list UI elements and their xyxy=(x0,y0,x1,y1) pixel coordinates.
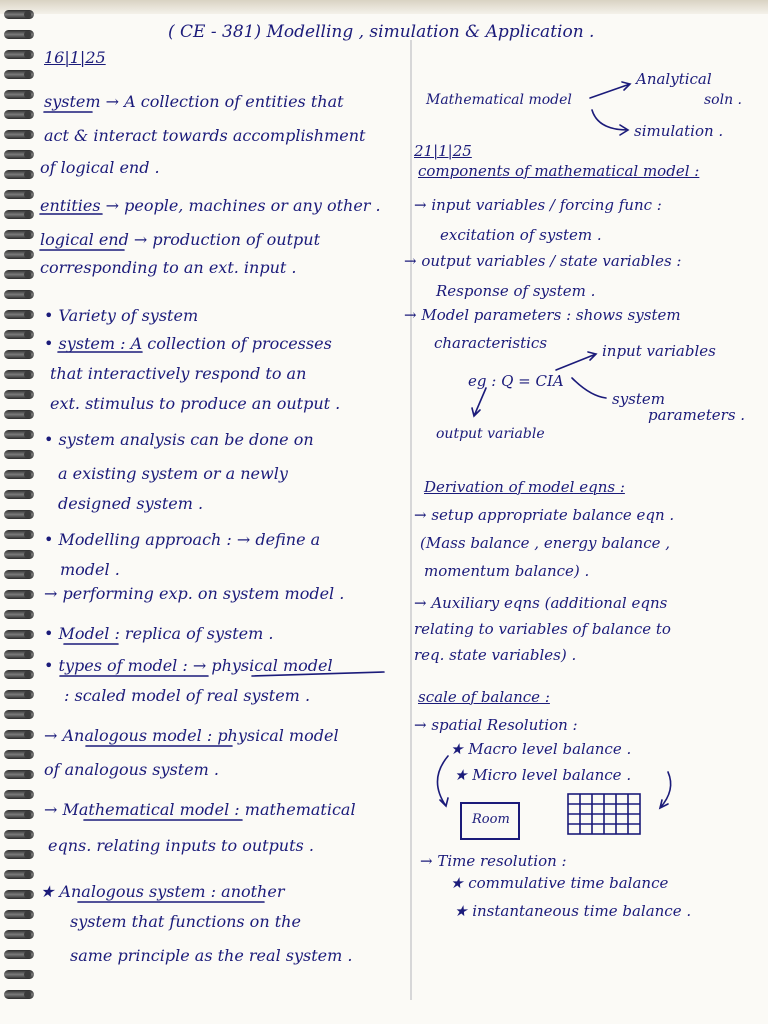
binding-hole xyxy=(24,211,31,218)
analogous-model-line2: of analogous system . xyxy=(44,760,219,779)
binding-hole xyxy=(24,111,31,118)
spiral-binding xyxy=(0,0,40,1024)
binding-hole xyxy=(24,571,31,578)
binding-hole xyxy=(24,131,31,138)
analogous-model-line1: → Analogous model : physical model xyxy=(44,726,339,745)
types-of-model-line1: • types of model : → physical model xyxy=(44,656,333,675)
binding-hole xyxy=(24,431,31,438)
derivation-line1: → setup appropriate balance eqn . xyxy=(414,506,675,524)
binding-hole xyxy=(24,991,31,998)
page-title: ( CE - 381) Modelling , simulation & Application . xyxy=(168,22,595,42)
arrow-to-input-variables xyxy=(556,352,596,370)
performing-experiments: → performing exp. on system model . xyxy=(44,584,345,603)
mathematical-model-line2: eqns. relating inputs to outputs . xyxy=(48,836,314,855)
binding-hole xyxy=(24,851,31,858)
binding-hole xyxy=(24,971,31,978)
binding-hole xyxy=(24,411,31,418)
binding-hole xyxy=(24,191,31,198)
system-parameters-label1: system xyxy=(612,390,665,408)
input-variables-label: input variables xyxy=(602,342,716,360)
derivation-line6: req. state variables) . xyxy=(414,646,577,664)
binding-hole xyxy=(24,31,31,38)
binding-hole xyxy=(24,591,31,598)
binding-hole xyxy=(24,391,31,398)
binding-hole xyxy=(24,711,31,718)
binding-hole xyxy=(24,151,31,158)
binding-hole xyxy=(24,331,31,338)
binding-hole xyxy=(24,511,31,518)
system-analysis-line3: designed system . xyxy=(58,494,204,513)
binding-hole xyxy=(24,471,31,478)
component-output-line2: Response of system . xyxy=(436,282,596,300)
page-top-edge xyxy=(0,0,768,14)
system-analysis-line1: • system analysis can be done on xyxy=(44,430,314,449)
binding-hole xyxy=(24,231,31,238)
binding-hole xyxy=(24,531,31,538)
analogous-system-line3: same principle as the real system . xyxy=(70,946,353,965)
binding-hole xyxy=(24,731,31,738)
arrow-to-output-variable xyxy=(472,388,486,416)
derivation-line5: relating to variables of balance to xyxy=(414,620,671,638)
example-equation: eg : Q = CIA xyxy=(468,372,564,390)
system-process-line1: • system : A collection of processes xyxy=(44,334,332,353)
binding-hole xyxy=(24,371,31,378)
binding-hole xyxy=(24,891,31,898)
system-analysis-line2: a existing system or a newly xyxy=(58,464,288,483)
modelling-approach-line1: • Modelling approach : → define a xyxy=(44,530,321,549)
entities-definition: entities → people, machines or any other . xyxy=(40,196,381,215)
binding-hole xyxy=(24,271,31,278)
date-right: 21|1|25 xyxy=(414,142,472,160)
simulation-label: simulation . xyxy=(634,122,724,140)
derivation-line4: → Auxiliary eqns (additional eqns xyxy=(414,594,668,612)
arrow-to-simulation xyxy=(592,110,628,135)
system-parameters-label2: parameters . xyxy=(648,406,746,424)
output-variable-label: output variable xyxy=(436,426,545,442)
room-box xyxy=(460,802,520,840)
analogous-system-line1: ★ Analogous system : another xyxy=(40,882,285,901)
binding-hole xyxy=(24,551,31,558)
spatial-resolution: → spatial Resolution : xyxy=(414,716,578,734)
binding-hole xyxy=(24,71,31,78)
binding-hole xyxy=(24,811,31,818)
system-process-line3: ext. stimulus to produce an output . xyxy=(50,394,341,413)
binding-hole xyxy=(24,351,31,358)
components-heading: components of mathematical model : xyxy=(418,162,700,180)
instantaneous-time-balance: ★ instantaneous time balance . xyxy=(454,902,692,920)
binding-hole xyxy=(24,771,31,778)
derivation-heading: Derivation of model eqns : xyxy=(424,478,625,496)
binding-hole xyxy=(24,91,31,98)
binding-hole xyxy=(24,831,31,838)
analogous-system-line2: system that functions on the xyxy=(70,912,301,931)
binding-hole xyxy=(24,871,31,878)
arrow-to-system-parameters xyxy=(572,378,606,398)
scale-heading: scale of balance : xyxy=(418,688,550,706)
component-input-line2: excitation of system . xyxy=(440,226,602,244)
binding-hole xyxy=(24,11,31,18)
binding-hole xyxy=(24,611,31,618)
system-definition-line3: of logical end . xyxy=(40,158,160,177)
cumulative-time-balance: ★ commulative time balance xyxy=(450,874,669,892)
binding-hole xyxy=(24,691,31,698)
component-params-line1: → Model parameters : shows system xyxy=(404,306,681,324)
arrow-to-room xyxy=(437,756,448,806)
macro-level-balance: ★ Macro level balance . xyxy=(450,740,632,758)
logical-end-line1: logical end → production of output xyxy=(40,230,320,249)
binding-hole xyxy=(24,251,31,258)
variety-heading: • Variety of system xyxy=(44,306,199,325)
component-params-line2: characteristics xyxy=(434,334,548,352)
micro-grid xyxy=(568,794,640,834)
system-definition-line2: act & interact towards accomplishment xyxy=(44,126,366,145)
component-output-line1: → output variables / state variables : xyxy=(404,252,682,270)
binding-hole xyxy=(24,951,31,958)
modelling-approach-line2: model . xyxy=(60,560,120,579)
binding-hole xyxy=(24,671,31,678)
binding-hole xyxy=(24,751,31,758)
binding-hole xyxy=(24,51,31,58)
date-left: 16|1|25 xyxy=(44,48,106,67)
arrow-to-grid xyxy=(660,772,671,808)
binding-hole xyxy=(24,291,31,298)
binding-hole xyxy=(24,931,31,938)
system-definition-line1: system → A collection of entities that xyxy=(44,92,344,111)
micro-level-balance: ★ Micro level balance . xyxy=(454,766,632,784)
derivation-line3: momentum balance) . xyxy=(424,562,590,580)
time-resolution: → Time resolution : xyxy=(420,852,567,870)
binding-hole xyxy=(24,651,31,658)
binding-hole xyxy=(24,631,31,638)
binding-hole xyxy=(24,171,31,178)
mathematical-model-line1: → Mathematical model : mathematical xyxy=(44,800,356,819)
analytical-label: Analytical xyxy=(636,70,712,88)
binding-hole xyxy=(24,791,31,798)
system-process-line2: that interactively respond to an xyxy=(50,364,307,383)
soln-label: soln . xyxy=(704,92,743,108)
model-definition: • Model : replica of system . xyxy=(44,624,274,643)
binding-hole xyxy=(24,311,31,318)
binding-hole xyxy=(24,451,31,458)
room-label: Room xyxy=(472,812,510,827)
component-input-line1: → input variables / forcing func : xyxy=(414,196,662,214)
derivation-line2: (Mass balance , energy balance , xyxy=(420,534,671,552)
math-model-branch: Mathematical model xyxy=(426,92,572,108)
binding-hole xyxy=(24,911,31,918)
logical-end-line2: corresponding to an ext. input . xyxy=(40,258,297,277)
types-of-model-line2: : scaled model of real system . xyxy=(64,686,311,705)
arrow-to-analytical xyxy=(590,82,630,98)
column-divider xyxy=(410,40,412,1000)
binding-hole xyxy=(24,491,31,498)
